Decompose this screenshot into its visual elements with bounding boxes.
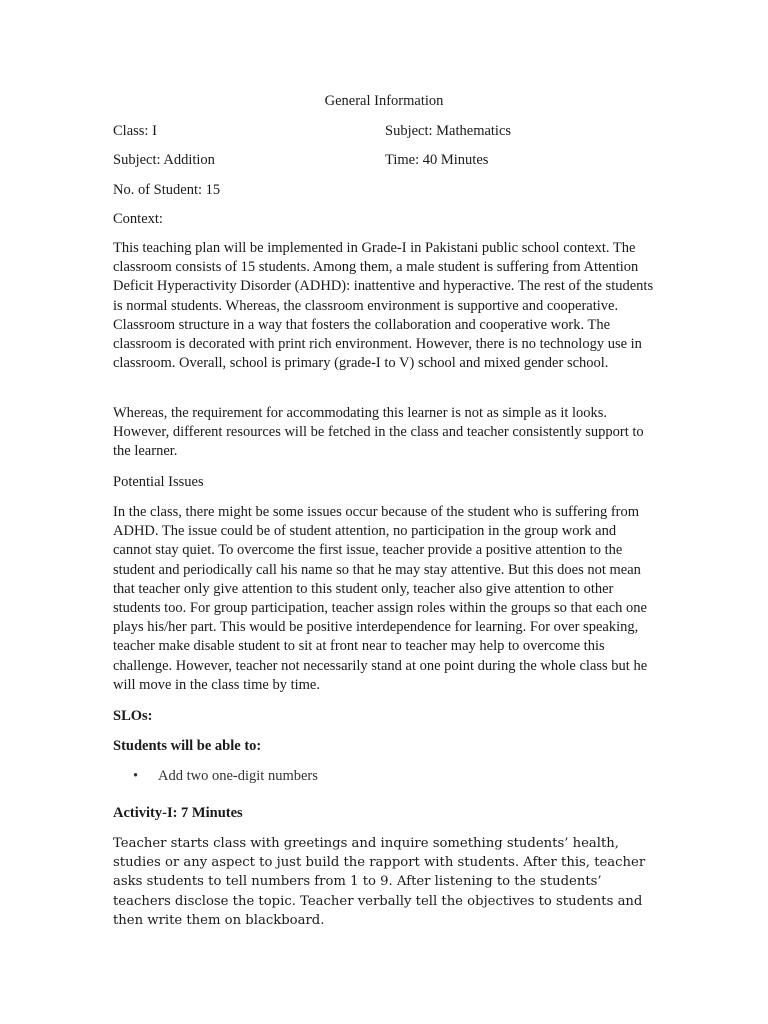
time-field: Time: 40 Minutes bbox=[385, 152, 489, 168]
subject-topic-field: Subject: Addition bbox=[113, 152, 215, 168]
slos-heading: SLOs: bbox=[113, 708, 153, 724]
subject-main-field: Subject: Mathematics bbox=[385, 123, 512, 139]
context-label: Context: bbox=[113, 211, 163, 227]
document-title: General Information bbox=[324, 93, 444, 109]
activity-heading: Activity-I: 7 Minutes bbox=[113, 805, 243, 821]
bullet-marker: • bbox=[133, 768, 139, 784]
students-able-heading: Students will be able to: bbox=[113, 738, 262, 754]
slo-list-item bbox=[133, 767, 318, 786]
context-paragraph: This teaching plan will be implemented in Grade-I in Pakistani public school context. The classroom consists of 15 students. Among them, a male student is suffering from Attention Deficit Hyperactivity Disorder (ADHD): inattentive and hyperactive. The rest of the students is normal students. Whereas, the classroom environment is supportive and cooperative. Classroom structure in a way that fosters the collaboration and cooperative work. The classroom is decorated with print rich environment. However, there is no technology use in classroom. Overall, school is primary (grade-I to V) school and mixed gender school. bbox=[113, 240, 654, 372]
potential-issues-paragraph: In the class, there might be some issues occur because of the student who is suffering from ADHD. The issue could be of student attention, no participation in the group work and cannot stay quiet. To overcome the first issue, teacher provide a positive attention to the student and periodically call his name so that he may stay attentive. But this does not mean that teacher only give attention to this student only, teacher also give attention to other students too. For group participation, teacher assign roles within the groups so that each one plays his/her part. This would be positive interdependence for learning. For over speaking, teacher make disable student to sit at front near to teacher may help to overcome this challenge. However, teacher not necessarily stand at one point during the whole class but he will move in the class time by time. bbox=[113, 504, 648, 693]
activity-paragraph: Teacher starts class with greetings and inquire something students’ health, studies or any aspect to just build the rapport with students. After this, teacher asks students to tell numbers from 1 to 9. After listening to the students’ teachers disclose the topic. Teacher verbally tell the objectives to students and then write them on blackboard. bbox=[113, 836, 646, 928]
slo-item-text: Add two one-digit numbers bbox=[158, 768, 318, 784]
requirement-paragraph: Whereas, the requirement for accommodating this learner is not as simple as it looks. However, different resources will be fetched in the class and teacher consistently support to the learner. bbox=[113, 405, 644, 460]
students-count-field: No. of Student: 15 bbox=[113, 182, 221, 198]
class-field: Class: I bbox=[113, 123, 157, 139]
potential-issues-heading: Potential Issues bbox=[113, 474, 204, 490]
